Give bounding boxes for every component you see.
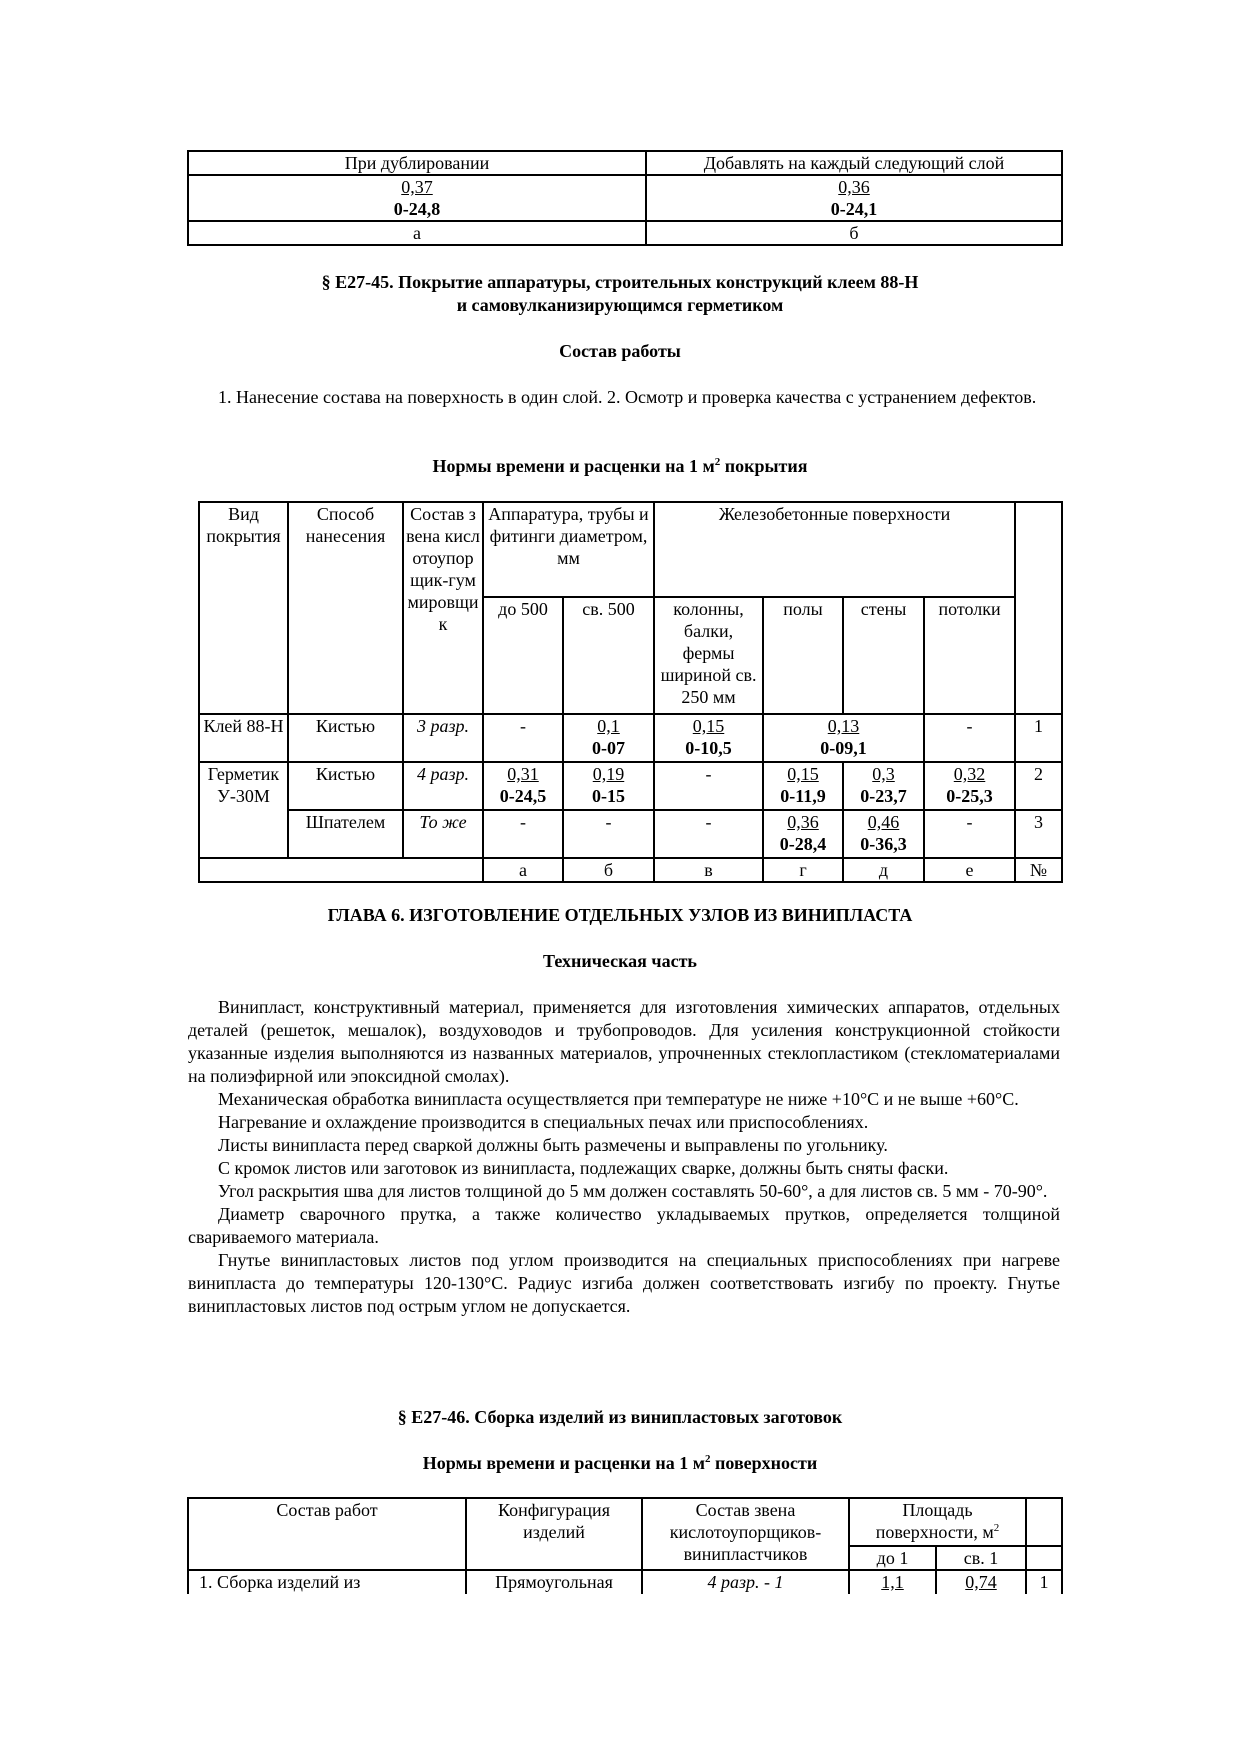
paragraph: С кромок листов или заготовок из винипласта, подлежащих сварке, должны быть сняты фаски.	[218, 1158, 949, 1178]
header-zhb: Железобетонные поверхности	[654, 502, 1015, 597]
row1-zveno: 4 разр. - 1	[642, 1570, 849, 1594]
row1-gd: 0,13 0-09,1	[763, 714, 924, 762]
header-poly: полы	[763, 597, 843, 714]
norm-value: 0,37	[401, 177, 433, 197]
footer-number: №	[1015, 858, 1062, 882]
technical-part-text	[188, 996, 1060, 1318]
paragraph: Диаметр сварочного прутка, а также количество укладываемых прутков, определяется толщиной свариваемого материала.	[188, 1204, 1060, 1247]
footer-b: б	[563, 858, 654, 882]
row1-rabota: 1. Сборка изделий из	[188, 1570, 466, 1594]
table46	[187, 1497, 1063, 1594]
top-table-left-header: При дублировании	[188, 151, 646, 175]
row1-sostav: 3 разр.	[403, 714, 483, 762]
row3-sostav: То же	[403, 810, 483, 858]
row3-number: 3	[1015, 810, 1062, 858]
row2-a: 0,31 0-24,5	[483, 762, 563, 810]
norms-heading-45: Нормы времени и расценки на 1 $м^2$ покрытия	[432, 456, 808, 476]
header-number	[1026, 1498, 1062, 1546]
col-letter: а	[188, 221, 646, 245]
header-apparatura: Аппаратура, трубы и фитинги диаметром, мм	[483, 502, 654, 597]
header-vid: Вид покрытия	[199, 502, 288, 714]
row1-b: 0,1 0-07	[563, 714, 654, 762]
row1-a: -	[483, 714, 563, 762]
header-ploshad: Площадь поверхности, $м^2$	[849, 1498, 1026, 1546]
header-number	[1015, 502, 1062, 714]
header-kolonny: колонны, балки, фермы шириной св. 250 мм	[654, 597, 763, 714]
header-zveno: Состав звена кислотоупорщиков-винипластчиков	[642, 1498, 849, 1570]
header-sv1: св. 1	[936, 1546, 1026, 1570]
section45-title-line1: § Е27-45. Покрытие аппаратуры, строительных конструкций клеем 88-Н	[321, 272, 919, 292]
price-value: 0-24,8	[393, 199, 441, 219]
row2-g: 0,15 0-11,9	[763, 762, 843, 810]
footer-d: д	[843, 858, 924, 882]
row2-v: -	[654, 762, 763, 810]
row1-sposob: Кистью	[288, 714, 403, 762]
table45-block	[198, 501, 1063, 883]
section46-title: § Е27-46. Сборка изделий из винипластовых заготовок	[397, 1407, 843, 1427]
work-composition-heading: Состав работы	[559, 341, 681, 361]
row3-sposob: Шпателем	[288, 810, 403, 858]
row2-b: 0,19 0-15	[563, 762, 654, 810]
price-value: 0-24,1	[830, 199, 878, 219]
row1-v: 0,15 0-10,5	[654, 714, 763, 762]
footer-g: г	[763, 858, 843, 882]
header-sostav-rabot: Состав работ	[188, 1498, 466, 1570]
row1-konfig: Прямоугольная	[466, 1570, 642, 1594]
row2-sposob: Кистью	[288, 762, 403, 810]
row2-e: 0,32 0-25,3	[924, 762, 1015, 810]
header-sostav: Состав звена кислотоупорщик-гуммировщик	[403, 502, 483, 714]
top-table-right-cell	[646, 175, 1062, 221]
paragraph: Нагревание и охлаждение производится в специальных печах или приспособлениях.	[218, 1112, 869, 1132]
norm-value: 0,36	[838, 177, 870, 197]
footer-e: е	[924, 858, 1015, 882]
header-do1: до 1	[849, 1546, 936, 1570]
header-do500: до 500	[483, 597, 563, 714]
header-sposob: Способ нанесения	[288, 502, 403, 714]
row1-e: -	[924, 714, 1015, 762]
top-table	[187, 150, 1063, 246]
row3-g: 0,36 0-28,4	[763, 810, 843, 858]
header-steny: стены	[843, 597, 924, 714]
row1-sv1: 0,74	[936, 1570, 1026, 1594]
row3-e: -	[924, 810, 1015, 858]
row2-number: 2	[1015, 762, 1062, 810]
header-potolki: потолки	[924, 597, 1015, 714]
footer-empty	[199, 858, 483, 882]
norms-heading-46: Нормы времени и расценки на 1 $м^2$ поверхности	[422, 1453, 818, 1473]
row3-b: -	[563, 810, 654, 858]
work-composition-text: 1. Нанесение состава на поверхность в один слой. 2. Осмотр и проверка качества с устранением дефектов.	[218, 387, 1037, 407]
top-table-block	[187, 150, 1063, 246]
header-number-sub	[1026, 1546, 1062, 1570]
row2-d: 0,3 0-23,7	[843, 762, 924, 810]
col-letter: б	[646, 221, 1062, 245]
row1-vid: Клей 88-Н	[199, 714, 288, 762]
paragraph: Гнутье винипластовых листов под углом производится на специальных приспособлениях при нагреве винипласта до температуры 120-130°С. Радиус изгиба должен соответствовать изгибу по проекту. Гнутье винипластовых листов под острым углом не допускается.	[188, 1250, 1060, 1316]
paragraph: Винипласт, конструктивный материал, применяется для изготовления химических аппаратов, отдельных деталей (решеток, мешалок), воздуховодов и трубопроводов. Для усиления конструкционной стойкости указанные изделия выполняются из названных материалов, упрочненных стеклопластиком (стекломатериалами на полиэфирной или эпоксидной смолах).	[188, 997, 1060, 1086]
table45	[198, 501, 1063, 883]
paragraph: Листы винипласта перед сваркой должны быть размечены и выправлены по угольнику.	[218, 1135, 888, 1155]
row3-v: -	[654, 810, 763, 858]
footer-v: в	[654, 858, 763, 882]
section45-title-line2: и самовулканизирующимся герметиком	[456, 295, 784, 315]
row3-d: 0,46 0-36,3	[843, 810, 924, 858]
chapter6-title: ГЛАВА 6. ИЗГОТОВЛЕНИЕ ОТДЕЛЬНЫХ УЗЛОВ ИЗ ВИНИПЛАСТА	[327, 905, 913, 925]
footer-a: а	[483, 858, 563, 882]
header-konfiguracia: Конфигурация изделий	[466, 1498, 642, 1570]
section45-title	[0, 271, 1240, 317]
row1-number: 1	[1026, 1570, 1062, 1594]
header-sv500: св. 500	[563, 597, 654, 714]
top-table-right-header: Добавлять на каждый следующий слой	[646, 151, 1062, 175]
table46-block	[187, 1497, 1063, 1594]
top-table-left-cell	[188, 175, 646, 221]
paragraph: Угол раскрытия шва для листов толщиной до 5 мм должен составлять 50-60°, а для листов св. 5 мм - 70-90°.	[218, 1181, 1048, 1201]
row2-sostav: 4 разр.	[403, 762, 483, 810]
row1-do1: 1,1	[849, 1570, 936, 1594]
technical-part-heading: Техническая часть	[543, 951, 697, 971]
row1-number: 1	[1015, 714, 1062, 762]
row2-vid: Герметик У-30М	[199, 762, 288, 858]
paragraph: Механическая обработка винипласта осуществляется при температуре не ниже +10°С и не выше +60°С.	[218, 1089, 1019, 1109]
row3-a: -	[483, 810, 563, 858]
